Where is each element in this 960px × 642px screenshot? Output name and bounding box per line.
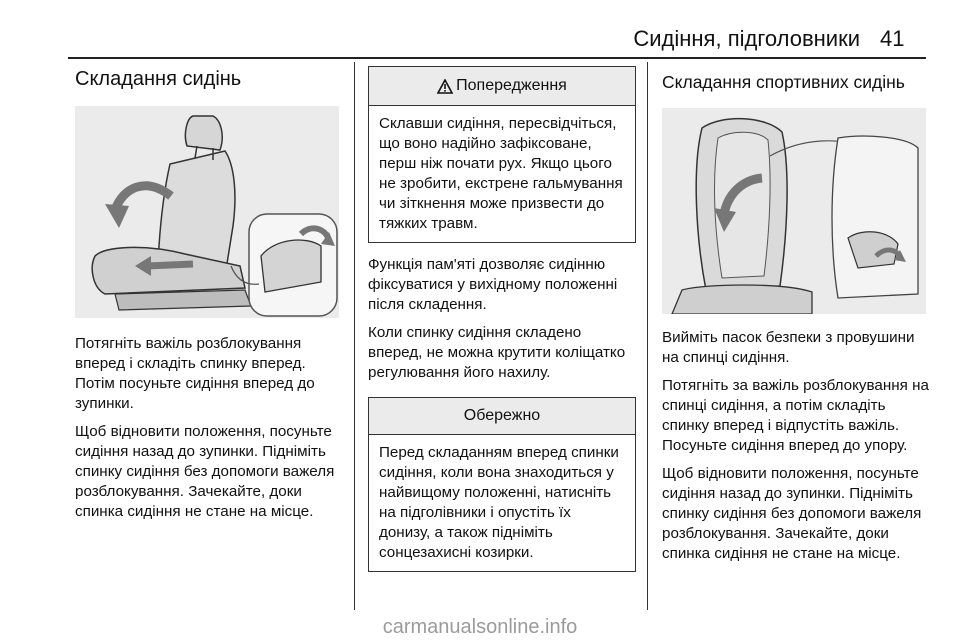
header-rule	[68, 57, 926, 59]
seat-folding-illustration	[75, 106, 339, 318]
column-divider-1	[354, 62, 355, 610]
watermark: carmanualsonline.info	[382, 616, 578, 638]
pull-lever-paragraph: Потягніть за важіль розблокування на спинці сидіння, а потім складіть спинку вперед і відпустіть важіль. Посуньте сидіння вперед до упору.	[662, 377, 929, 454]
sport-seat-drawing	[662, 108, 926, 314]
warning-title: Попередження	[456, 77, 567, 94]
restore-sport-seat-paragraph: Щоб відновити положення, посуньте сидіння назад до зупинки. Підніміть спинку сидіння без допомоги важеля розблокування. Зачекайте, доки спинка сидіння не стане на місце.	[662, 465, 922, 562]
caution-text: Перед складанням вперед спинки сидіння, коли вона знаходиться у найвищому положенні, натисніть на підголівники і опустіть їх донизу, а також підніміть сонцезахисні козирки.	[379, 444, 619, 561]
column-left	[75, 62, 343, 522]
caution-header	[369, 398, 635, 435]
folding-instructions-paragraph: Потягніть важіль розблокування вперед і складіть спинку вперед. Потім посуньте сидіння вперед до зупинки.	[75, 335, 315, 412]
sport-seats-title: Складання спортивних сидінь	[662, 72, 905, 92]
warning-box	[368, 66, 636, 243]
column-middle	[368, 66, 636, 572]
seat-folding-drawing	[75, 106, 339, 318]
caution-box	[368, 397, 636, 572]
sport-seat-illustration	[662, 108, 926, 314]
memory-function-paragraph: Функція пам'яті дозволяє сидінню фіксуватися у вихідному положенні після складення.	[368, 256, 618, 313]
warning-triangle-icon	[437, 79, 453, 94]
column-right	[662, 62, 932, 564]
caution-title: Обережно	[463, 407, 541, 424]
page-number: 41	[880, 26, 905, 51]
warning-text: Склавши сидіння, пересвідчіться, що воно надійно зафіксоване, перш ніж почати рух. Якщо цього не зробити, екстрене гальмування чи зіткнення може призвести до тяжких травм.	[379, 115, 623, 232]
warning-header	[369, 67, 635, 106]
recline-wheel-paragraph: Коли спинку сидіння складено вперед, не можна крутити коліщатко регулювання його нахилу.	[368, 324, 626, 381]
restore-instructions-paragraph: Щоб відновити положення, посуньте сидіння назад до зупинки. Підніміть спинку сидіння без допомоги важеля розблокування. Зачекайте, доки спинка сидіння не стане на місце.	[75, 423, 335, 520]
folding-seats-title: Складання сидінь	[75, 68, 242, 90]
column-divider-2	[647, 62, 648, 610]
remove-belt-paragraph: Вийміть пасок безпеки з провушини на спинці сидіння.	[662, 329, 915, 366]
section-header-title: Сидіння, підголовники	[633, 26, 860, 51]
